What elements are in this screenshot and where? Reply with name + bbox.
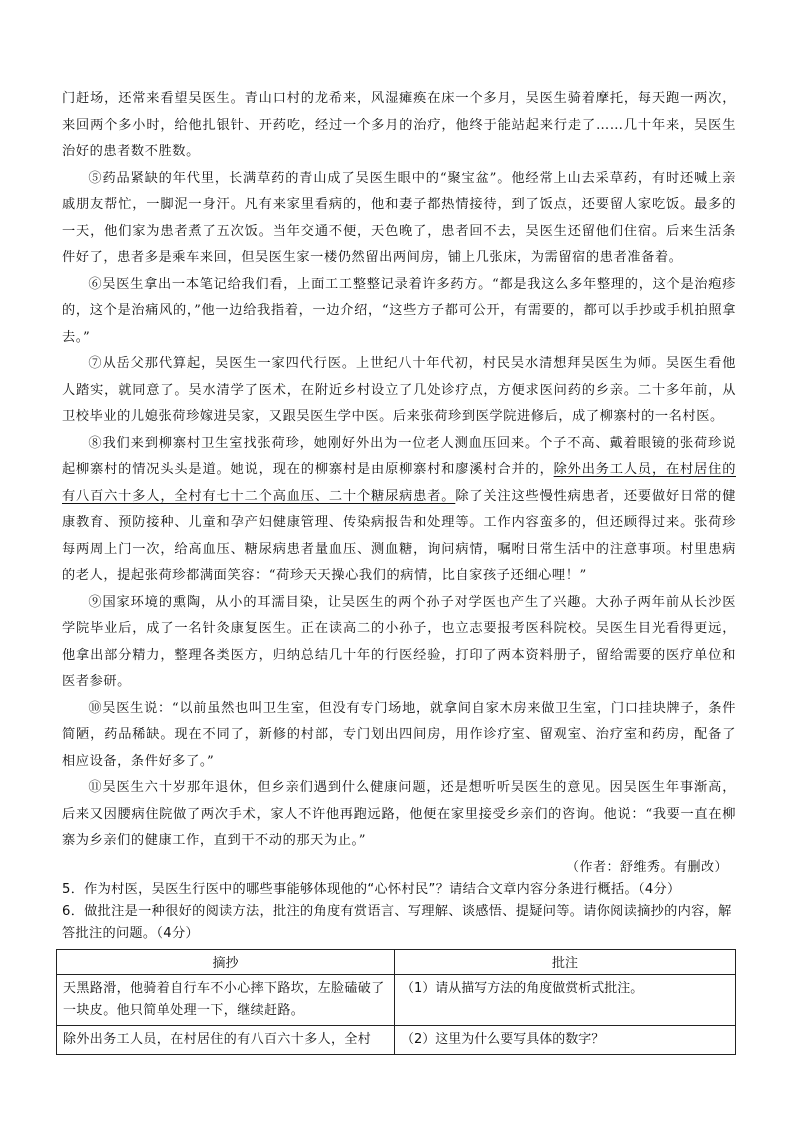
header-annotation: 批注 [395, 949, 736, 974]
paragraph-7: ⑦从岳父那代算起，吴医生一家四代行医。上世纪八十年代初，村民吴水清想拜吴医生为师。吴医生看他人踏实，就同意了。吴水清学了医术，在附近乡村设立了几处诊疗点，方便求医问药的乡亲。二十多年前，从卫校毕业的儿媳张荷珍嫁进吴家，又跟吴医生学中医。后来张荷珍到医学院进修后，成了柳寨村的一名村医。 [62, 356, 736, 424]
annotation-table [56, 949, 736, 1055]
article-page [62, 86, 736, 1055]
paragraph-6: ⑥吴医生拿出一本笔记给我们看，上面工工整整记录着许多药方。“都是我这么多年整理的，这个是治疱疹的，这个是治痛风的，”他一边给我指着，一边介绍，“这些方子都可公开，有需要的，都可以手抄或手机拍照拿去。” [62, 276, 736, 345]
question-5: 5．作为村医，吴医生行医中的哪些事能够体现他的“心怀村民”？请结合文章内容分条进行概括。（4分） [62, 881, 681, 897]
question-6: 6．做批注是一种很好的阅读方法，批注的角度有赏语言、写理解、谈感悟、提疑问等。请你阅读摘抄的内容，解答批注的问题。（4分） [62, 903, 732, 941]
author-credit: （作者：舒维秀。有删改） [565, 859, 728, 875]
table-row [57, 974, 736, 1025]
paragraph-10: ⑩吴医生说：“以前虽然也叫卫生室，但没有专门场地，就拿间自家木房来做卫生室，门口挂块牌子，条件简陋，药品稀缺。现在不同了，新修的村部，专门划出四间房，用作诊疗室、留观室、治疗室和药房，配备了相应设备，条件好多了。” [62, 700, 736, 769]
paragraph-8 [62, 431, 736, 590]
table-header-row [57, 949, 736, 974]
table-row [57, 1025, 736, 1054]
paragraph-5: ⑤药品紧缺的年代里，长满草药的青山成了吴医生眼中的“聚宝盆”。他经常上山去采草药，有时还喊上亲戚朋友帮忙，一脚泥一身汗。凡有来家里看病的，他和妻子都热情接待，到了饭点，还要留人家吃饭。最多的一天，他们家为患者煮了五次饭。当年交通不便，天色晚了，患者回不去，吴医生还留他们住宿。后来生活条件好了，患者多是乘车来回，但吴医生家一楼仍然留出两间房，铺上几张床，为需留宿的患者准备着。 [62, 170, 736, 265]
paragraph-11: ⑪吴医生六十岁那年退休，但乡亲们遇到什么健康问题，还是想听听吴医生的意见。因吴医生年事渐高，后来又因腰病住院做了两次手术，家人不许他再跑远路，他便在家里接受乡亲们的咨询。他说：“我要一直在柳寨为乡亲们的健康工作，直到干不动的那天为止。” [62, 780, 736, 848]
annotation-prompt-cell: （2）这里为什么要写具体的数字？ [395, 1025, 736, 1054]
paragraph-9: ⑨国家环境的熏陶，从小的耳濡目染，让吴医生的两个孙子对学医也产生了兴趣。大孙子两年前从长沙医学院毕业后，成了一名针灸康复医生。正在读高二的小孙子，也立志要报考医科院校。吴医生目光看得更远，他拿出部分精力，整理各类医方，归纳总结几十年的行医经验，打印了两本资料册子，留给需要的医疗单位和医者参研。 [62, 594, 736, 689]
paragraph-4-continued: 门赶场，还常来看望吴医生。青山口村的龙希来，风湿瘫痪在床一个多月，吴医生骑着摩托，每天跑一两次，来回两个多小时，给他扎银针、开药吃，经过一个多月的治疗，他终于能站起来行走了……几十年来，吴医生治好的患者数不胜数。 [62, 91, 736, 159]
annotation-prompt-cell: （1）请从描写方法的角度做赏析式批注。 [395, 974, 736, 1025]
paragraph-8-part-a: ⑧我们来到柳寨村卫生室找张荷珍，她刚好外出为一位老人测血压回来。个子不高、戴着眼镜的张荷珍说起柳寨村的情况头头是道。她说，现在的柳寨村是由原柳寨村和廖溪村合并的， [62, 435, 736, 477]
excerpt-cell: 天黑路滑，他骑着自行车不小心摔下路坎，左脸磕破了一块皮。他只简单处理一下，继续赶路。 [57, 974, 395, 1025]
header-excerpt: 摘抄 [57, 949, 395, 974]
paragraph-8-part-c: 除了关注这些慢性病患者，还要做好日常的健康教育、预防接种、儿童和孕产妇健康管理、传染病报告和处理等。工作内容蛮多的，但还顾得过来。张荷珍每两周上门一次，给高血压、糖尿病患者量血压、测血糖，询问病情，嘱咐日常生活中的注意事项。村里患病的老人，提起张荷珍都满面笑容：“荷珍天天操心我们的病情，比自家孩子还细心哩！” [62, 488, 736, 583]
excerpt-cell: 除外出务工人员，在村居住的有八百六十多人，全村 [57, 1025, 395, 1054]
paragraph-8-underlined-numbers: 除外出务工人员，在村居住的有八百六十多人，全村有七十二个高血压、二十个糖尿病患者。 [62, 462, 736, 504]
